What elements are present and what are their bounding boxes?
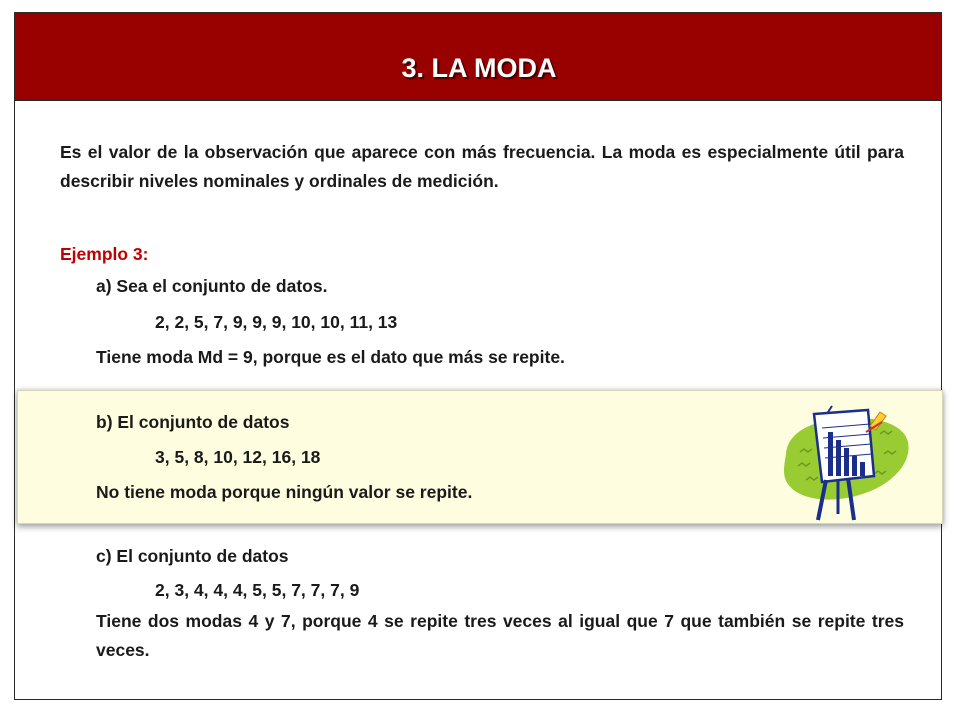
example-a-data: 2, 2, 5, 7, 9, 9, 9, 10, 10, 11, 13 (155, 312, 398, 332)
definition-paragraph: Es el valor de la observación que aparece con más frecuencia. La moda es especialmente útil para describir niveles nominales y ordinales de medición. (60, 142, 904, 191)
title-bar (14, 12, 942, 101)
example-heading: Ejemplo 3: (60, 244, 149, 264)
example-a-label: a) Sea el conjunto de datos. (96, 276, 328, 296)
example-b-data: 3, 5, 8, 10, 12, 16, 18 (155, 447, 321, 467)
slide-title: 3. LA MODA (401, 53, 557, 83)
example-b-conclusion: No tiene moda porque ningún valor se repite. (96, 482, 473, 502)
example-c-label: c) El conjunto de datos (96, 546, 289, 566)
example-b-label: b) El conjunto de datos (96, 412, 290, 432)
chart-easel-icon (776, 402, 916, 524)
example-a-conclusion: Tiene moda Md = 9, porque es el dato que más se repite. (96, 347, 565, 367)
example-c-conclusion: Tiene dos modas 4 y 7, porque 4 se repite tres veces al igual que 7 que también se repite tres veces. (96, 611, 904, 660)
example-c-data: 2, 3, 4, 4, 4, 5, 5, 7, 7, 7, 9 (155, 580, 360, 600)
